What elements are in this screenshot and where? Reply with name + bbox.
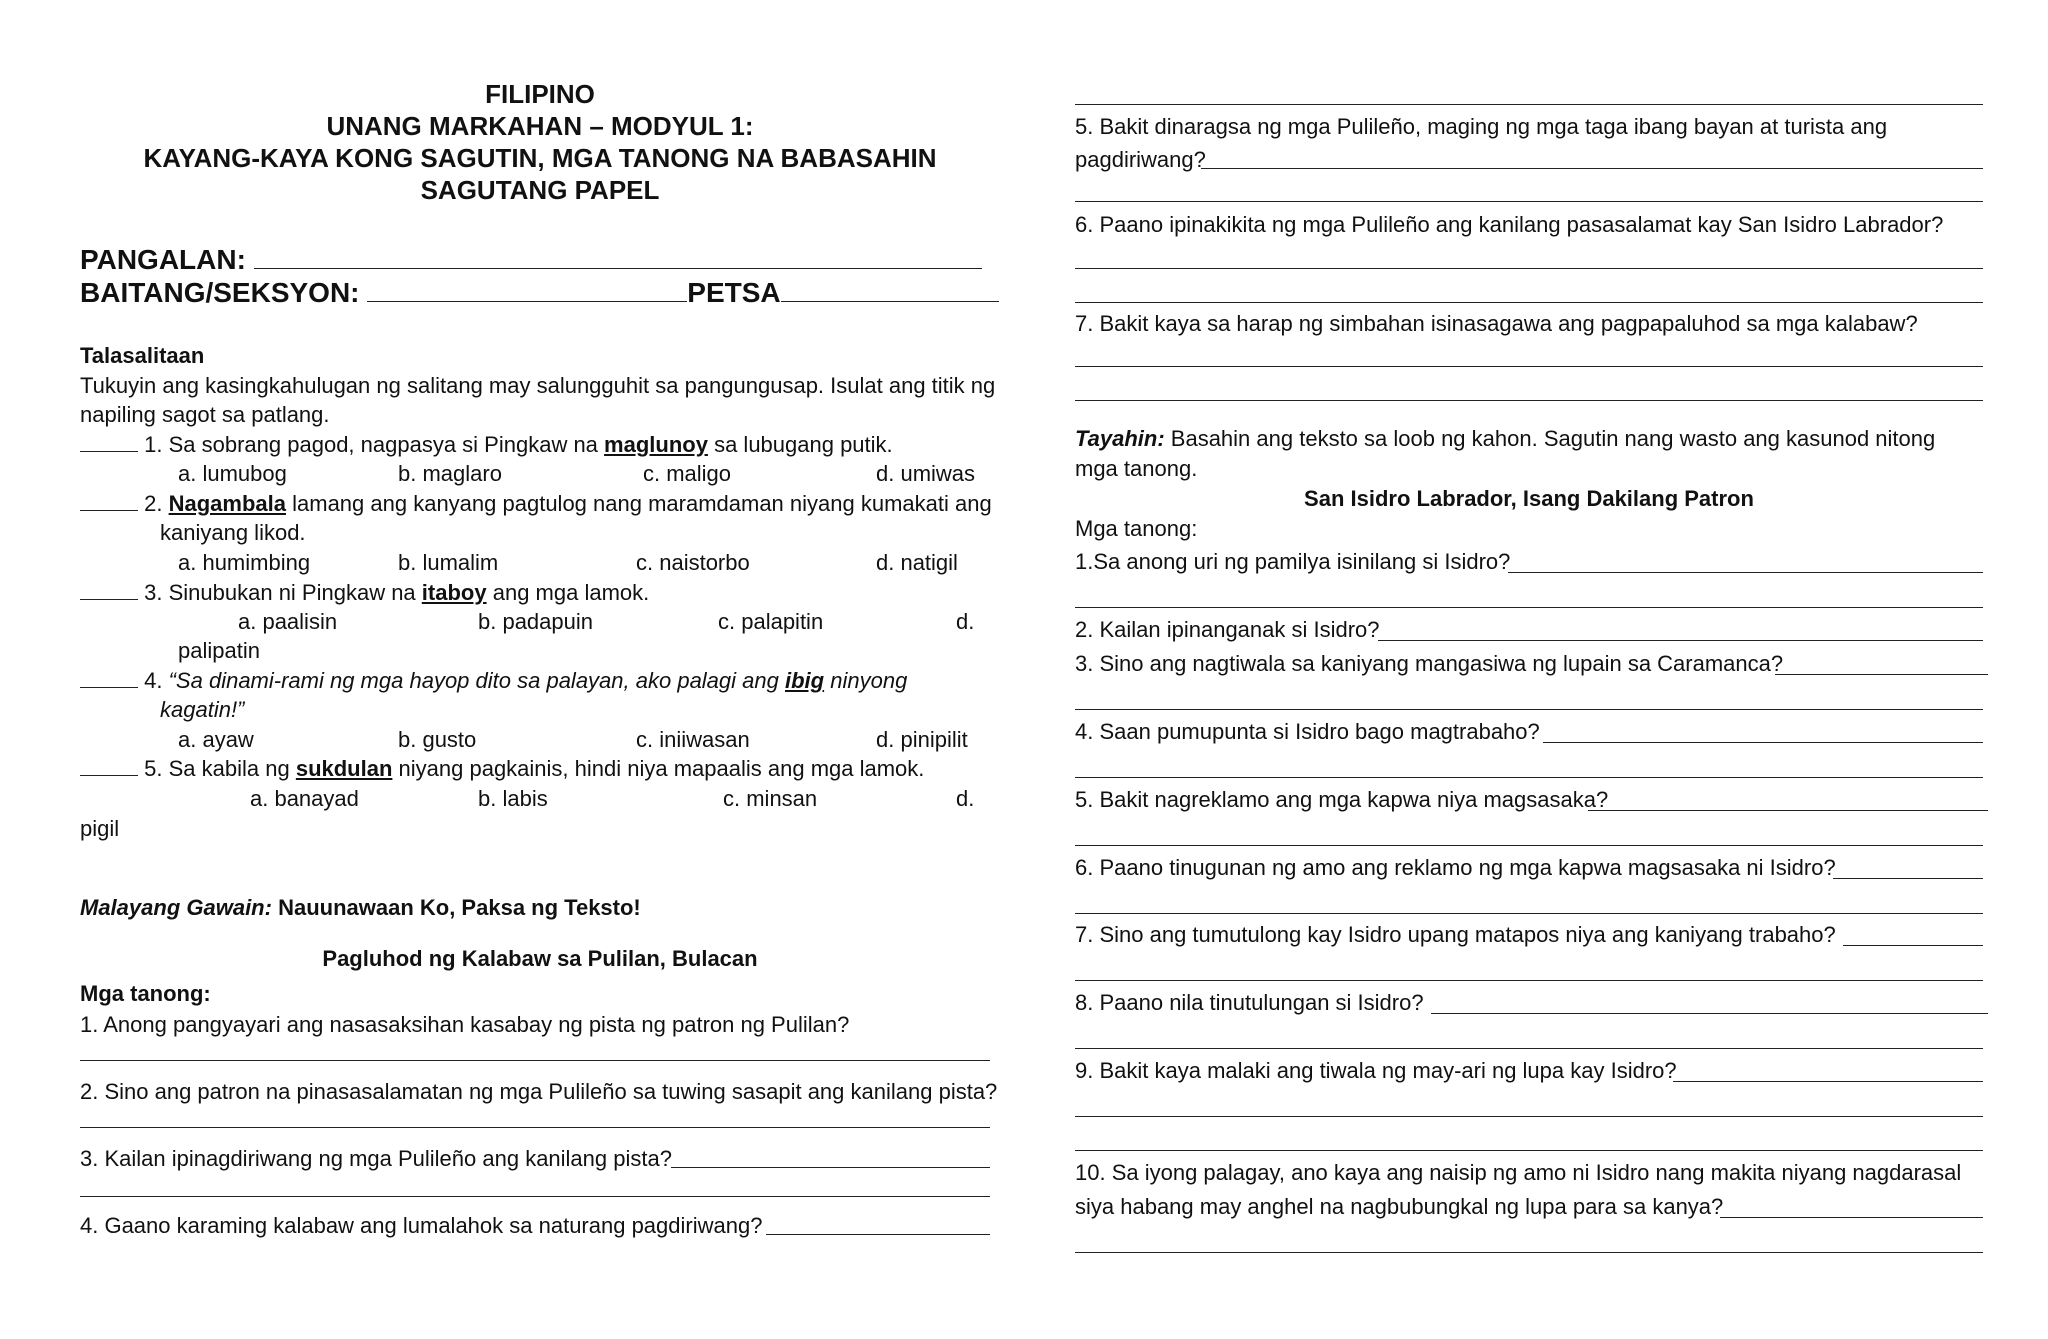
- vocab-item-2-cont: kaniyang likod.: [160, 520, 306, 545]
- activity-question-5-cont: pagdiriwang?: [1075, 147, 1206, 172]
- option: b. labis: [478, 786, 548, 811]
- answer-blank[interactable]: [80, 492, 138, 511]
- answer-line[interactable]: [80, 1060, 990, 1061]
- answer-blank[interactable]: [80, 433, 138, 452]
- activity-question-7: 7. Bakit kaya sa harap ng simbahan isinasagawa ang pagpapaluhod sa mga kalabaw?: [1075, 311, 1918, 336]
- option: a. paalisin: [238, 609, 338, 634]
- answer-line[interactable]: [1508, 572, 1983, 573]
- assessment-question-7: 7. Sino ang tumutulong kay Isidro upang matapos niya ang kaniyang trabaho?: [1075, 922, 1836, 947]
- date-label: PETSA: [687, 277, 781, 308]
- option: c. iniiwasan: [636, 727, 750, 752]
- option: b. maglaro: [398, 461, 502, 486]
- name-blank[interactable]: [254, 250, 982, 269]
- answer-line[interactable]: [671, 1167, 990, 1168]
- story-title: Pagluhod ng Kalabaw sa Pulilan, Bulacan: [322, 946, 758, 971]
- answer-line[interactable]: [1075, 980, 1983, 981]
- assessment-question-5: 5. Bakit nagreklamo ang mga kapwa niya magsasaka?: [1075, 787, 1609, 812]
- option: b. gusto: [398, 727, 477, 752]
- answer-line[interactable]: [1075, 1116, 1983, 1117]
- option: a. banayad: [250, 786, 359, 811]
- module-title: KAYANG-KAYA KONG SAGUTIN, MGA TANONG NA BABASAHIN: [143, 143, 937, 173]
- name-field: [80, 243, 982, 277]
- assessment-question-10: 10. Sa iyong palagay, ano kaya ang naisip ng amo ni Isidro nang makita niyang nagdarasal: [1075, 1160, 1962, 1185]
- option: d.: [956, 609, 975, 634]
- underlined-word: Nagambala: [168, 491, 286, 516]
- answer-blank[interactable]: [80, 757, 138, 776]
- assessment-instruction-2: mga tanong.: [1075, 456, 1198, 481]
- answer-line[interactable]: [1075, 1048, 1983, 1049]
- answer-line[interactable]: [1075, 104, 1983, 105]
- assessment-question-10-cont: siya habang may anghel na nagbubungkal ng lupa para sa kanya?: [1075, 1194, 1724, 1219]
- section-date-field: [80, 276, 999, 310]
- option: d.: [956, 786, 975, 811]
- vocab-item-5: 5. Sa kabila ng sukdulan niyang pagkainis, hindi niya mapaalis ang mga lamok.: [80, 755, 924, 783]
- activity-question-2: 2. Sino ang patron na pinasasalamatan ng mga Pulileño sa tuwing sasapit ang kanilang pista?: [80, 1079, 998, 1104]
- answer-line[interactable]: [80, 1196, 990, 1197]
- answer-blank[interactable]: [80, 581, 138, 600]
- vocab-title: Talasalitaan: [80, 343, 205, 368]
- section-label: BAITANG/SEKSYON:: [80, 277, 360, 308]
- option-wrap: pigil: [80, 816, 120, 841]
- option: c. naistorbo: [636, 550, 750, 575]
- underlined-word: ibig: [785, 668, 825, 693]
- subject-heading: FILIPINO: [485, 79, 595, 109]
- option: a. lumubog: [178, 461, 287, 486]
- answer-line[interactable]: [1075, 400, 1983, 401]
- answer-blank[interactable]: [80, 669, 138, 688]
- underlined-word: itaboy: [421, 580, 487, 605]
- activity-title: Nauunawaan Ko, Paksa ng Teksto!: [278, 895, 641, 920]
- answer-line[interactable]: [1431, 1013, 1988, 1014]
- assessment-question-6: 6. Paano tinugunan ng amo ang reklamo ng mga kapwa magsasaka ni Isidro?: [1075, 855, 1836, 880]
- option: d. pinipilit: [876, 727, 968, 752]
- answer-line[interactable]: [1075, 845, 1983, 846]
- activity-question-4: 4. Gaano karaming kalabaw ang lumalahok sa naturang pagdiriwang?: [80, 1213, 763, 1238]
- option: c. minsan: [723, 786, 818, 811]
- assessment-label: Tayahin:: [1075, 426, 1165, 451]
- vocab-instruction-2: napiling sagot sa patlang.: [80, 402, 330, 427]
- activity-question-1: 1. Anong pangyayari ang nasasaksihan kasabay ng pista ng patron ng Pulilan?: [80, 1012, 850, 1037]
- answer-line[interactable]: [1075, 777, 1983, 778]
- activity-label: Malayang Gawain:: [80, 895, 272, 920]
- vocab-item-1: 1. Sa sobrang pagod, nagpasya si Pingkaw na maglunoy sa lubugang putik.: [80, 431, 893, 459]
- assessment-question-3: 3. Sino ang nagtiwala sa kaniyang mangasiwa ng lupain sa Caramanca?: [1075, 651, 1784, 676]
- underlined-word: maglunoy: [604, 432, 708, 457]
- vocab-item-2: 2. Nagambala lamang ang kanyang pagtulog nang maramdaman niyang kumakati ang: [80, 490, 992, 518]
- assessment-question-1: 1.Sa anong uri ng pamilya isinilang si Isidro?: [1075, 549, 1511, 574]
- activity-question-5: 5. Bakit dinaragsa ng mga Pulileño, maging ng mga taga ibang bayan at turista ang: [1075, 114, 1888, 139]
- answer-line[interactable]: [1201, 168, 1983, 169]
- option: a. humimbing: [178, 550, 311, 575]
- option-wrap: palipatin: [178, 638, 260, 663]
- sheet-heading: SAGUTANG PAPEL: [420, 175, 660, 205]
- vocab-item-4: 4. “Sa dinami-rami ng mga hayop dito sa palayan, ako palagi ang ibig ninyong: [80, 667, 907, 695]
- answer-line[interactable]: [1673, 1081, 1983, 1082]
- option: b. lumalim: [398, 550, 499, 575]
- activity-heading: [80, 894, 641, 922]
- answer-line[interactable]: [1075, 913, 1983, 914]
- answer-line[interactable]: [1843, 945, 1983, 946]
- answer-line[interactable]: [1775, 674, 1988, 675]
- quarter-heading: UNANG MARKAHAN – MODYUL 1:: [326, 111, 754, 141]
- answer-line[interactable]: [1075, 201, 1983, 202]
- answer-line[interactable]: [1075, 607, 1983, 608]
- answer-line[interactable]: [1075, 366, 1983, 367]
- vocab-item-4-cont: kagatin!”: [160, 697, 245, 722]
- option: c. palapitin: [718, 609, 824, 634]
- assessment-questions-label: Mga tanong:: [1075, 516, 1198, 541]
- assessment-instruction-1: Tayahin: Basahin ang teksto sa loob ng kahon. Sagutin nang wasto ang kasunod nitong: [1075, 426, 1936, 451]
- activity-question-6: 6. Paano ipinakikita ng mga Pulileño ang kanilang pasasalamat kay San Isidro Labrador?: [1075, 212, 1944, 237]
- answer-line[interactable]: [1543, 742, 1983, 743]
- answer-line[interactable]: [1833, 878, 1983, 879]
- answer-line[interactable]: [1720, 1217, 1983, 1218]
- assessment-story-title: San Isidro Labrador, Isang Dakilang Patron: [1304, 486, 1754, 511]
- underlined-word: sukdulan: [295, 756, 393, 781]
- answer-line[interactable]: [80, 1127, 990, 1128]
- option: d. natigil: [876, 550, 958, 575]
- answer-line[interactable]: [1588, 810, 1988, 811]
- answer-line[interactable]: [1075, 1150, 1983, 1151]
- option: c. maligo: [643, 461, 732, 486]
- answer-line[interactable]: [1075, 302, 1983, 303]
- answer-line[interactable]: [1378, 640, 1983, 641]
- name-label: PANGALAN:: [80, 244, 246, 275]
- answer-line[interactable]: [766, 1234, 990, 1235]
- assessment-question-4: 4. Saan pumupunta si Isidro bago magtrabaho?: [1075, 719, 1540, 744]
- option: d. umiwas: [876, 461, 976, 486]
- answer-line[interactable]: [1075, 709, 1983, 710]
- answer-line[interactable]: [1075, 268, 1983, 269]
- date-blank[interactable]: [781, 283, 999, 302]
- section-blank[interactable]: [367, 283, 687, 302]
- assessment-question-8: 8. Paano nila tinutulungan si Isidro?: [1075, 990, 1424, 1015]
- questions-label: Mga tanong:: [80, 981, 211, 1006]
- option: b. padapuin: [478, 609, 593, 634]
- vocab-instruction-1: Tukuyin ang kasingkahulugan ng salitang may salungguhit sa pangungusap. Isulat ang titik ng: [80, 373, 996, 398]
- vocab-item-3: 3. Sinubukan ni Pingkaw na itaboy ang mga lamok.: [80, 579, 649, 607]
- answer-line[interactable]: [1075, 1252, 1983, 1253]
- assessment-question-2: 2. Kailan ipinanganak si Isidro?: [1075, 617, 1380, 642]
- activity-question-3: 3. Kailan ipinagdiriwang ng mga Pulileño ang kanilang pista?: [80, 1146, 672, 1171]
- assessment-question-9: 9. Bakit kaya malaki ang tiwala ng may-ari ng lupa kay Isidro?: [1075, 1058, 1677, 1083]
- option: a. ayaw: [178, 727, 254, 752]
